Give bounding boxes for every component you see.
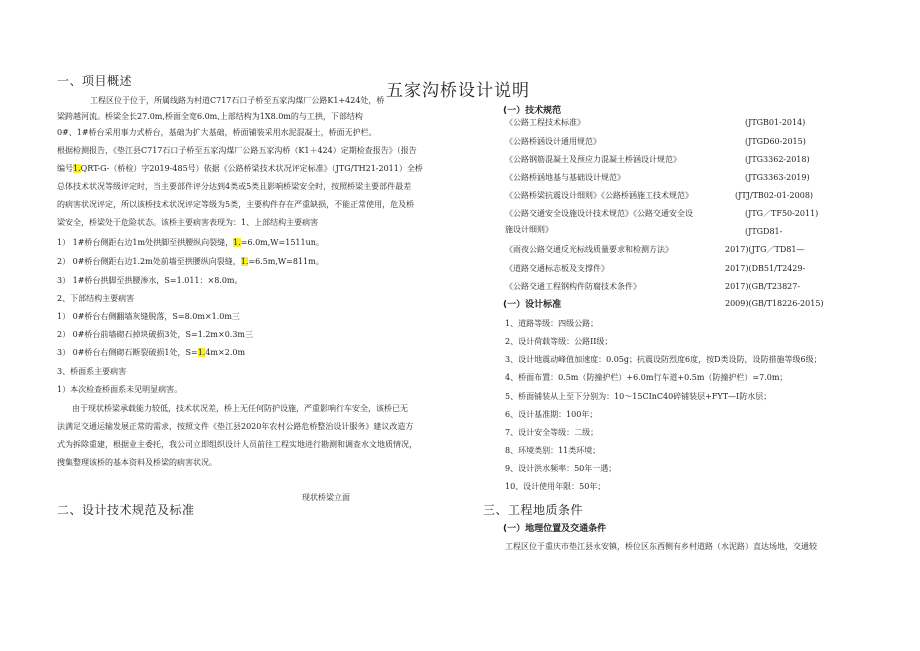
para3-line: 由于现状桥梁承载能力较低，技术状况差，桥上无任何防护设施，严重影响行车安全，该桥已无	[72, 404, 408, 413]
photo-caption: 现状桥梁立面	[302, 493, 350, 502]
document-title: 五家沟桥设计说明	[386, 81, 530, 101]
spec-code: (JTG／TF50-2011)	[745, 209, 819, 218]
list-item: 3） 1#桥台拱脚至拱腰渗水，S=1.011：×8.0m。	[57, 276, 243, 285]
highlight-mark: 1.	[240, 257, 249, 266]
list-item: 1、道路等级：四级公路；	[505, 319, 599, 328]
para3-line: 式为拆除重建，根据业主委托，我公司立即组织设计人员前往工程实地进行勘测和调查水文地质情况，	[57, 440, 417, 449]
deck-defects-text: 1）本次检查桥面系未见明显病害。	[57, 385, 183, 394]
list-item: 6、设计基准期：100年；	[505, 410, 598, 419]
section3-heading: 三、工程地质条件	[483, 503, 584, 517]
para2-text: 编号	[57, 164, 73, 173]
lower-defects-heading: 2、下部结构主要病害	[57, 294, 135, 303]
spec-name: 《公路交通安全设施设计技术规范》《公路交通安全设	[505, 209, 693, 218]
list-item: 8、环境类别：11类环境；	[505, 446, 601, 455]
spec-code: 2017)(JTG／TD81—	[725, 245, 805, 254]
spec-code: (JTG3363-2019)	[745, 173, 810, 182]
spec-code: 2017)(GB/T23827-	[725, 282, 801, 291]
para2-line: 根据检测报告，《垫江县C717石口子桥至五家沟煤厂公路五家沟桥（K1＋424）定期检查报告》（报告	[57, 146, 417, 155]
para3-line: 法满足交通运输发展正常的需求，按照文件《垫江县2020年农村公路危桥整治设计服务》建议改造方	[57, 422, 414, 431]
spec-name: 《公路桥涵地基与基础设计规范》	[505, 173, 625, 182]
list-item: 9、设计洪水频率：50年一遇；	[505, 464, 617, 473]
section2-heading: 二、设计技术规范及标准	[57, 503, 195, 517]
para1-line: 0#、1#桥台采用事力式桥台，基础为扩大基础，桥面铺装采用水泥混凝土，桥面无护栏。	[57, 128, 377, 137]
spec-name: 《公路桥梁抗震设计细则》《公路桥涵施工技术规范》	[505, 191, 693, 200]
list-item: 3、设计地震动峰值加速度：0.05g；抗震设防烈度6度，按D类设防，设防措施等级6级；	[505, 355, 822, 364]
spec-name: 《雨夜公路交通反光标线质量要求和检测方法》	[505, 245, 673, 254]
spec-name: 施设计细则》	[505, 225, 553, 234]
spec-name: 《公路工程技术标准》	[505, 118, 585, 127]
spec-code: (JTGD81-	[745, 227, 783, 236]
spec-code: 2009)(GB/T18226-2015)	[725, 299, 824, 308]
list-item: 3） 0#桥台右侧砌石断裂破损1处，S=1.4m×2.0m	[57, 348, 246, 357]
spec-heading: (一）技术规范	[503, 106, 562, 116]
geo-text: 工程区位于重庆市垫江县永安镇，桥位区东西侧有乡村道路（水泥路）直达场地，交通较	[505, 542, 817, 551]
standards-heading: (一）设计标准	[503, 300, 562, 310]
para2-line	[57, 163, 423, 174]
list-item: 2、设计荷载等级：公路II级；	[505, 337, 613, 346]
spec-name: 《公路桥涵设计通用规范》	[505, 137, 601, 146]
para2-line: 总体技术状况等级评定时，当主要部件评分达到4类或5类且影响桥梁安全时，按照桥梁主要部件最差	[57, 182, 412, 191]
para1-line: 梁跨越河流。桥梁全长27.0m,桥面全宽6.0m,上部结构为1X8.0m的与工拱，下部结构	[57, 112, 363, 121]
spec-code: 2017)(DB51/T2429-	[725, 264, 806, 273]
list-item: 1） 0#桥台右侧翻墙灰缝脱落，S=8.0m×1.0m三	[57, 312, 240, 321]
spec-code: (JTJ/TB02-01-2008)	[735, 191, 814, 200]
list-item: 2） 0#桥台侧距右边1.2m处前墙至拱腰纵向裂缝，1.=6.5m,W=811m。	[57, 257, 324, 266]
spec-code: (JTG3362-2018)	[745, 155, 810, 164]
list-item: 4、桥面布置：0.5m（防撞护栏）+6.0m行车道+0.5m（防撞护栏）=7.0m；	[505, 373, 788, 382]
spec-name: 《公路交通工程钢构件防腐技术条件》	[505, 282, 641, 291]
para1-line: 工程区位于位于，所属线路为村道C717石口子桥至五家沟煤厂公路K1+424处，桥	[90, 96, 385, 105]
para2-line: 的病害状况评定，所以该桥技术状况评定等级为5类，主要构件存在严重缺损，不能正常使用，危及桥	[57, 200, 415, 209]
deck-defects-heading: 3、桥面系主要病害	[57, 367, 127, 376]
list-item: 5、桥面铺装从上至下分别为：10～15CInC40碎铺装层+FYT—I防水层；	[505, 392, 772, 401]
geo-subheading: (一）地理位置及交通条件	[503, 524, 607, 534]
spec-code: (JTGB01-2014)	[745, 118, 806, 127]
highlight-mark: 1.	[73, 164, 81, 173]
highlight-mark: 1.	[197, 348, 206, 357]
para2-text: QRT-G-（桥检）字2019-485号）依据《公路桥梁技术状况评定标准》（JTG/TH21-2011）全桥	[80, 164, 423, 173]
para2-line: 梁安全，桥梁处于危险状态。该桥主要病害表现为：1、上部结构主要病害	[57, 218, 319, 227]
spec-name: 《道路交通标志板及支撑件》	[505, 264, 609, 273]
list-item: 1） 1#桥台侧距右边1m处拱脚至拱腰纵向裂缝，1.=6.0m,W=1511un。	[57, 238, 324, 247]
list-item: 7、设计安全等级：二级；	[505, 428, 599, 437]
spec-code: (JTGD60-2015)	[745, 137, 806, 146]
list-item: 10、设计使用年限：50年；	[505, 482, 606, 491]
spec-name: 《公路钢筋混凝土及预应力混凝土桥涵设计规范》	[505, 155, 681, 164]
para3-line: 搜集整理该桥的基本资料及桥梁的病害状况。	[57, 458, 217, 467]
section1-heading: 一、项目概述	[57, 74, 133, 88]
highlight-mark: 1.	[233, 238, 241, 247]
list-item: 2） 0#桥台前墙砌石掉块破损3处，S=1.2m×0.3m三	[57, 330, 254, 339]
